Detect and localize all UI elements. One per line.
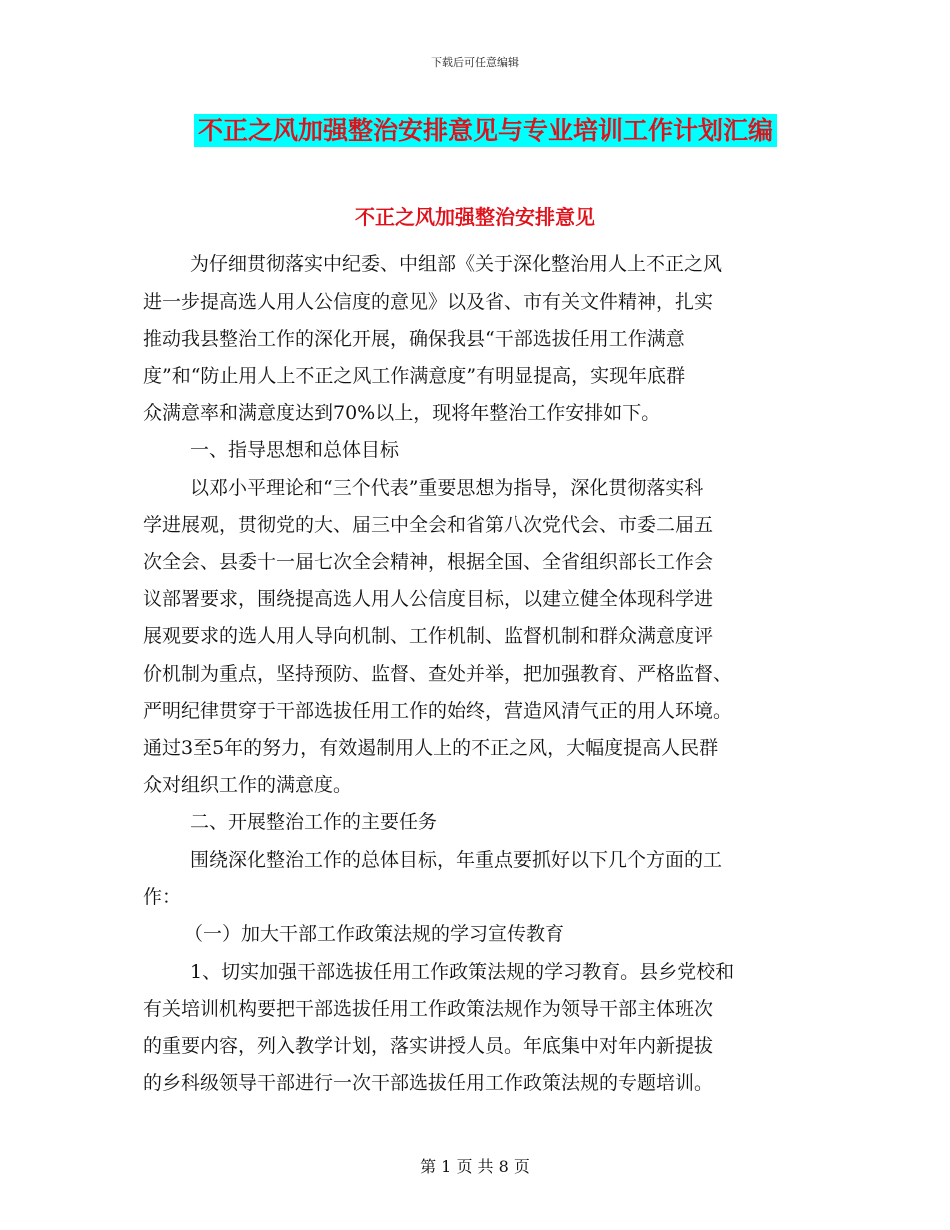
paragraph-line: 次全会、县委十一届七次全会精神，根据全国、全省组织部长工作会 [143, 551, 714, 573]
paragraph-line: 度”和“防止用人上不正之风工作满意度”有明显提高，实现年底群 [143, 365, 686, 387]
paragraph-line: 众满意率和满意度达到70%以上，现将年整治工作安排如下。 [143, 402, 661, 424]
paragraph-line: 通过3至5年的努力，有效遏制用人上的不正之风，大幅度提高人民群 [143, 737, 719, 759]
section-title: 不正之风加强整治安排意见 [355, 205, 595, 229]
paragraph-line: 众对组织工作的满意度。 [143, 774, 353, 796]
paragraph-line: 1、切实加强干部选拔任用工作政策法规的学习教育。县乡党校和 [190, 961, 735, 983]
subsection-heading: （一）加大干部工作政策法规的学习宣传教育 [184, 923, 565, 945]
section-heading: 一、指导思想和总体目标 [190, 439, 400, 461]
paragraph-line: 围绕深化整治工作的总体目标，年重点要抓好以下几个方面的工 [190, 849, 723, 871]
paragraph-line: 严明纪律贯穿于干部选拔任用工作的始终，营造风清气正的用人环境。 [143, 700, 733, 722]
paragraph-line: 的乡科级领导干部进行一次干部选拔任用工作政策法规的专题培训。 [143, 1072, 714, 1094]
paragraph-line: 展观要求的选人用人导向机制、工作机制、监督机制和群众满意度评 [143, 625, 714, 647]
page-number: 第 1 页 共 8 页 [420, 1157, 530, 1176]
document-title: 不正之风加强整治安排意见与专业培训工作计划汇编 [194, 114, 777, 147]
paragraph-line: 学进展观，贯彻党的大、届三中全会和省第八次党代会、市委二届五 [143, 514, 714, 536]
paragraph-line: 的重要内容，列入教学计划，落实讲授人员。年底集中对年内新提拔 [143, 1035, 714, 1057]
paragraph-line: 有关培训机构要把干部选拔任用工作政策法规作为领导干部主体班次 [143, 998, 714, 1020]
header-note: 下载后可任意编辑 [431, 56, 519, 69]
paragraph-line: 进一步提高选人用人公信度的意见》以及省、市有关文件精神，扎实 [143, 291, 714, 313]
section-heading: 二、开展整治工作的主要任务 [190, 811, 438, 833]
paragraph-line: 作： [143, 886, 182, 908]
paragraph-line: 为仔细贯彻落实中纪委、中组部《关于深化整治用人上不正之风 [190, 253, 723, 275]
paragraph-line: 价机制为重点，坚持预防、监督、查处并举，把加强教育、严格监督、 [143, 663, 733, 685]
paragraph-line: 议部署要求，围绕提高选人用人公信度目标，以建立健全体现科学进 [143, 588, 714, 610]
paragraph-line: 以邓小平理论和“三个代表”重要思想为指导，深化贯彻落实科 [190, 477, 704, 499]
paragraph-line: 推动我县整治工作的深化开展，确保我县“干部选拔任用工作满意 [143, 328, 685, 350]
